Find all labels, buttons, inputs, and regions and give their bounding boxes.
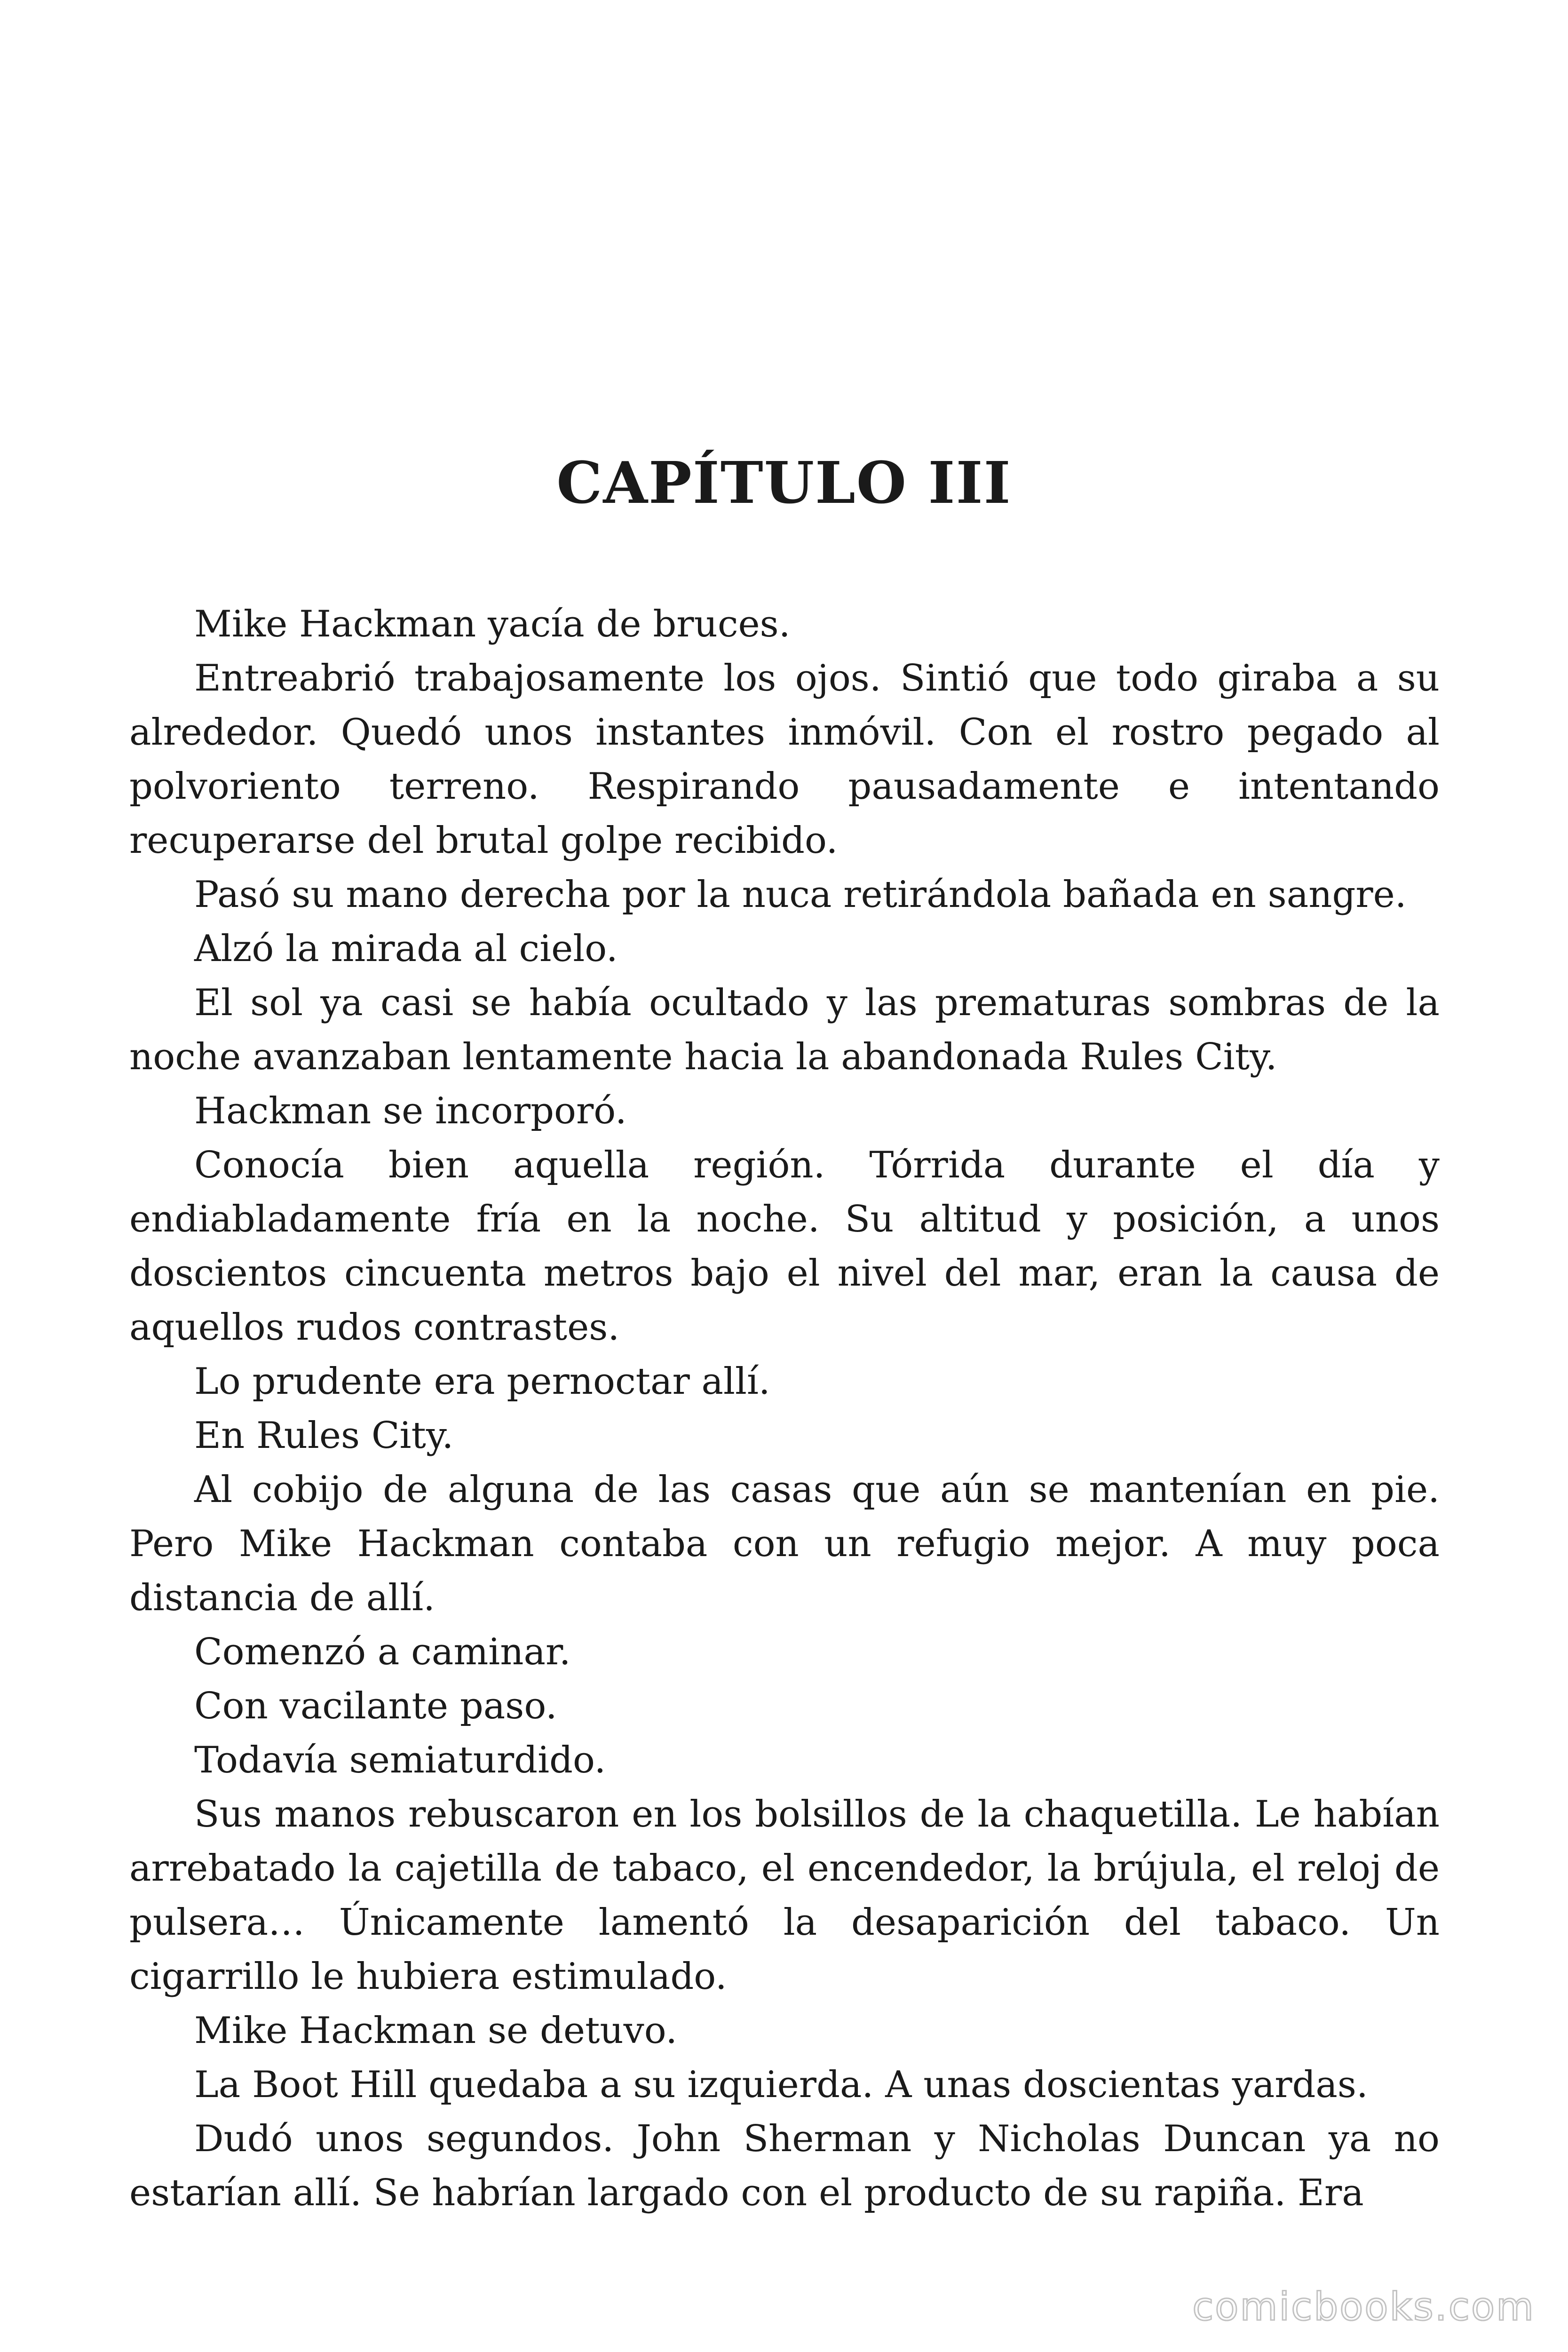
paragraph: Entreabrió trabajosamente los ojos. Sintió que todo giraba a su alrededor. Quedó unos instantes inmóvil. Con el rostro pegado al polvoriento terreno. Respirando pausadamente e intentando recuperarse del brutal golpe recibido. [129,657,1440,862]
watermark-logo: comicbooks.com [1192,2285,1535,2329]
chapter-title: CAPÍTULO III [556,449,1012,516]
chapter-body [129,597,1440,2220]
paragraph: Dudó unos segundos. John Sherman y Nicholas Duncan ya no estarían allí. Se habrían largado con el producto de su rapiña. Era [129,2118,1440,2214]
paragraph: Hackman se incorporó. [194,1090,627,1132]
paragraph: Comenzó a caminar. [194,1631,571,1673]
paragraph: Al cobijo de alguna de las casas que aún se mantenían en pie. Pero Mike Hackman contaba con un refugio mejor. A muy poca distancia de allí. [129,1469,1440,1619]
paragraph: El sol ya casi se había ocultado y las prematuras sombras de la noche avanzaban lentamente hacia la abandonada Rules City. [129,982,1440,1078]
paragraph: En Rules City. [194,1414,454,1457]
paragraph: Conocía bien aquella región. Tórrida durante el día y endiabladamente fría en la noche. Su altitud y posición, a unos doscientos cincuenta metros bajo el nivel del mar, eran la causa de aquellos rudos contrastes. [129,1144,1440,1349]
paragraph: Mike Hackman yacía de bruces. [194,603,791,645]
paragraph: Con vacilante paso. [194,1685,557,1727]
paragraph: Todavía semiaturdido. [194,1739,606,1781]
paragraph: Alzó la mirada al cielo. [194,928,618,970]
paragraph: Mike Hackman se detuvo. [194,2010,678,2052]
paragraph: Sus manos rebuscaron en los bolsillos de la chaquetilla. Le habían arrebatado la cajetilla de tabaco, el encendedor, la brújula, el reloj de pulsera… Únicamente lamentó la desaparición del tabaco. Un cigarrillo le hubiera estimulado. [129,1793,1440,1998]
paragraph: Pasó su mano derecha por la nuca retirándola bañada en sangre. [194,874,1407,916]
paragraph: La Boot Hill quedaba a su izquierda. A unas doscientas yardas. [194,2064,1368,2106]
paragraph: Lo prudente era pernoctar allí. [194,1360,770,1403]
